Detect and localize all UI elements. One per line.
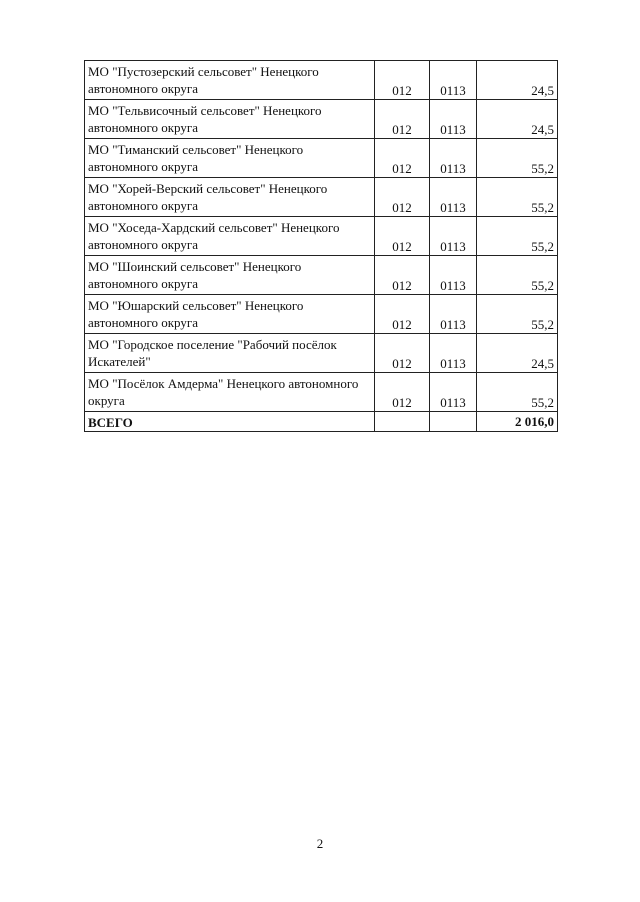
department-code-cell: 012 (375, 373, 430, 412)
municipality-name-line: автономного округа (88, 120, 198, 135)
municipality-name-line: округа (88, 393, 125, 408)
total-row (85, 412, 558, 432)
section-code-cell: 0113 (430, 100, 477, 139)
municipality-name-cell (85, 217, 375, 256)
department-code-cell: 012 (375, 139, 430, 178)
department-code-cell: 012 (375, 217, 430, 256)
department-code-cell: 012 (375, 256, 430, 295)
amount-cell: 55,2 (477, 217, 558, 256)
table-row (85, 100, 558, 139)
municipality-name-line: автономного округа (88, 237, 198, 252)
municipality-name-cell (85, 295, 375, 334)
municipality-name-line: МО "Шоинский сельсовет" Ненецкого (88, 259, 302, 274)
amount-cell: 55,2 (477, 256, 558, 295)
municipality-name-cell (85, 139, 375, 178)
amount-cell: 24,5 (477, 61, 558, 100)
municipality-name-cell (85, 100, 375, 139)
page-number: 2 (316, 836, 324, 851)
municipality-name-line: Искателей" (88, 354, 151, 369)
municipality-name-cell (85, 256, 375, 295)
table-row (85, 139, 558, 178)
amount-cell: 24,5 (477, 100, 558, 139)
municipality-name-line: МО "Пустозерский сельсовет" Ненецкого (88, 64, 319, 79)
table-row (85, 334, 558, 373)
municipality-name-line: автономного округа (88, 81, 198, 96)
department-code-cell: 012 (375, 61, 430, 100)
municipality-name-line: МО "Тиманский сельсовет" Ненецкого (88, 142, 304, 157)
section-code-cell: 0113 (430, 373, 477, 412)
municipality-name-line: МО "Посёлок Амдерма" Ненецкого автономного (88, 376, 359, 391)
municipality-name-cell (85, 373, 375, 412)
municipality-name-cell (85, 334, 375, 373)
table-row (85, 373, 558, 412)
empty-cell (375, 412, 430, 432)
section-code-cell: 0113 (430, 295, 477, 334)
department-code-cell: 012 (375, 178, 430, 217)
budget-allocation-table (84, 60, 558, 432)
section-code-cell: 0113 (430, 61, 477, 100)
amount-cell: 55,2 (477, 178, 558, 217)
department-code-cell: 012 (375, 100, 430, 139)
section-code-cell: 0113 (430, 217, 477, 256)
municipality-name-line: автономного округа (88, 276, 198, 291)
municipality-name-line: автономного округа (88, 315, 198, 330)
amount-cell: 55,2 (477, 373, 558, 412)
section-code-cell: 0113 (430, 139, 477, 178)
section-code-cell: 0113 (430, 256, 477, 295)
table-row (85, 61, 558, 100)
municipality-name-line: МО "Юшарский сельсовет" Ненецкого (88, 298, 304, 313)
amount-cell: 55,2 (477, 295, 558, 334)
amount-cell: 55,2 (477, 139, 558, 178)
section-code-cell: 0113 (430, 178, 477, 217)
total-amount-cell: 2 016,0 (477, 412, 558, 432)
municipality-name-line: МО "Тельвисочный сельсовет" Ненецкого (88, 103, 322, 118)
municipality-name-line: автономного округа (88, 198, 198, 213)
table-row (85, 178, 558, 217)
empty-cell (430, 412, 477, 432)
table-row (85, 217, 558, 256)
department-code-cell: 012 (375, 295, 430, 334)
municipality-name-line: МО "Хорей-Верский сельсовет" Ненецкого (88, 181, 328, 196)
table-row (85, 256, 558, 295)
table-row (85, 295, 558, 334)
department-code-cell: 012 (375, 334, 430, 373)
amount-cell: 24,5 (477, 334, 558, 373)
municipality-name-cell (85, 61, 375, 100)
section-code-cell: 0113 (430, 334, 477, 373)
municipality-name-cell (85, 178, 375, 217)
municipality-name-line: автономного округа (88, 159, 198, 174)
municipality-name-line: МО "Городское поселение "Рабочий посёлок (88, 337, 337, 352)
total-label-cell: ВСЕГО (85, 412, 375, 432)
municipality-name-line: МО "Хоседа-Хардский сельсовет" Ненецкого (88, 220, 340, 235)
